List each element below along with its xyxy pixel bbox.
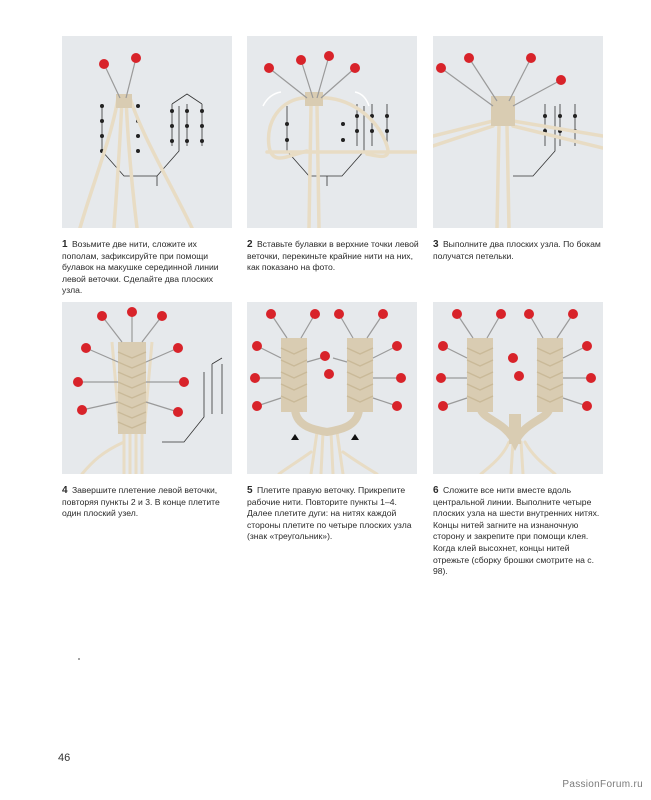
pin-head: [296, 55, 306, 65]
step-1-caption: [62, 239, 234, 297]
pin-head: [392, 401, 402, 411]
step-6-caption: [433, 485, 603, 578]
pin-head: [586, 373, 596, 383]
pin-head: [99, 59, 109, 69]
pin-head: [526, 53, 536, 63]
step-3-illustration: [433, 36, 603, 228]
step-text: Выполните два плоских узла. По бокам получатся петельки.: [433, 239, 601, 261]
pin-head: [250, 373, 260, 383]
step-3-caption: [433, 239, 603, 262]
pin-head: [179, 377, 189, 387]
step-text: Вставьте булавки в верхние точки левой веточки, перекиньте крайние нити на них, как показано на фото.: [247, 239, 419, 273]
pin-head: [173, 343, 183, 353]
pin-head: [392, 341, 402, 351]
pin-head: [81, 343, 91, 353]
step-number: 2: [247, 239, 253, 250]
step-number: 6: [433, 485, 439, 496]
step-3-photo: [433, 36, 603, 228]
step-4-photo: [62, 302, 232, 474]
pin-head: [310, 309, 320, 319]
pin-head: [452, 309, 462, 319]
pin-head: [127, 307, 137, 317]
pin-head: [324, 369, 334, 379]
step-2-caption: [247, 239, 419, 274]
pin-head: [350, 63, 360, 73]
pin-head: [524, 309, 534, 319]
step-number: 1: [62, 239, 68, 250]
pin-head: [464, 53, 474, 63]
step-text: Сложите все нити вместе вдоль центральной линии. Выполните четыре плоских узла на шести внутренних нитях. Концы нитей загните на изнаночную сторону и закрепите при помощи клея. Когда клей высохнет, концы нитей отрежьте (сборку брошки смотрите на с. 98).: [433, 485, 600, 577]
pin-head: [582, 401, 592, 411]
pin-head: [97, 311, 107, 321]
pin-head: [131, 53, 141, 63]
pin-head: [396, 373, 406, 383]
step-1-illustration: [62, 36, 232, 228]
pin-head: [436, 373, 446, 383]
step-text: Плетите правую веточку. Прикрепите рабочие нити. Повторите пункты 1–4. Далее плетите дуги: на нитях каждой стороны плетите по четыре плоских узла (знак «треугольник»).: [247, 485, 412, 542]
step-text: Завершите плетение левой веточки, повторяя пункты 2 и 3. В конце плетите один плоский узел.: [62, 485, 220, 519]
pin-head: [173, 407, 183, 417]
step-5-photo: [247, 302, 417, 474]
step-5-caption: [247, 485, 419, 543]
watermark: PassionForum.ru: [562, 779, 643, 790]
step-number: 3: [433, 239, 439, 250]
pin-head: [320, 351, 330, 361]
pin-head: [266, 309, 276, 319]
pin-head: [252, 341, 262, 351]
pin-head: [252, 401, 262, 411]
pin-head: [73, 377, 83, 387]
step-2-photo: [247, 36, 417, 228]
step-text: Возьмите две нити, сложите их пополам, зафиксируйте при помощи булавок на макушке серединной линии левой веточки. Сделайте два плоских узла.: [62, 239, 219, 296]
pin-head: [496, 309, 506, 319]
pin-head: [582, 341, 592, 351]
page-number: 46: [58, 752, 71, 764]
step-5-illustration: [247, 302, 417, 474]
pin-head: [334, 309, 344, 319]
step-number: 5: [247, 485, 253, 496]
step-2-illustration: [247, 36, 417, 228]
stray-dot: [78, 658, 80, 660]
pin-head: [568, 309, 578, 319]
pin-head: [514, 371, 524, 381]
pin-head: [157, 311, 167, 321]
step-1-photo: [62, 36, 232, 228]
pin-head: [378, 309, 388, 319]
pin-head: [436, 63, 446, 73]
pin-head: [264, 63, 274, 73]
step-number: 4: [62, 485, 68, 496]
step-4-caption: [62, 485, 234, 520]
pin-head: [77, 405, 87, 415]
pin-head: [556, 75, 566, 85]
step-6-illustration: [433, 302, 603, 474]
pin-head: [508, 353, 518, 363]
pin-head: [324, 51, 334, 61]
pin-head: [438, 401, 448, 411]
step-4-illustration: [62, 302, 232, 474]
step-6-photo: [433, 302, 603, 474]
pin-head: [438, 341, 448, 351]
